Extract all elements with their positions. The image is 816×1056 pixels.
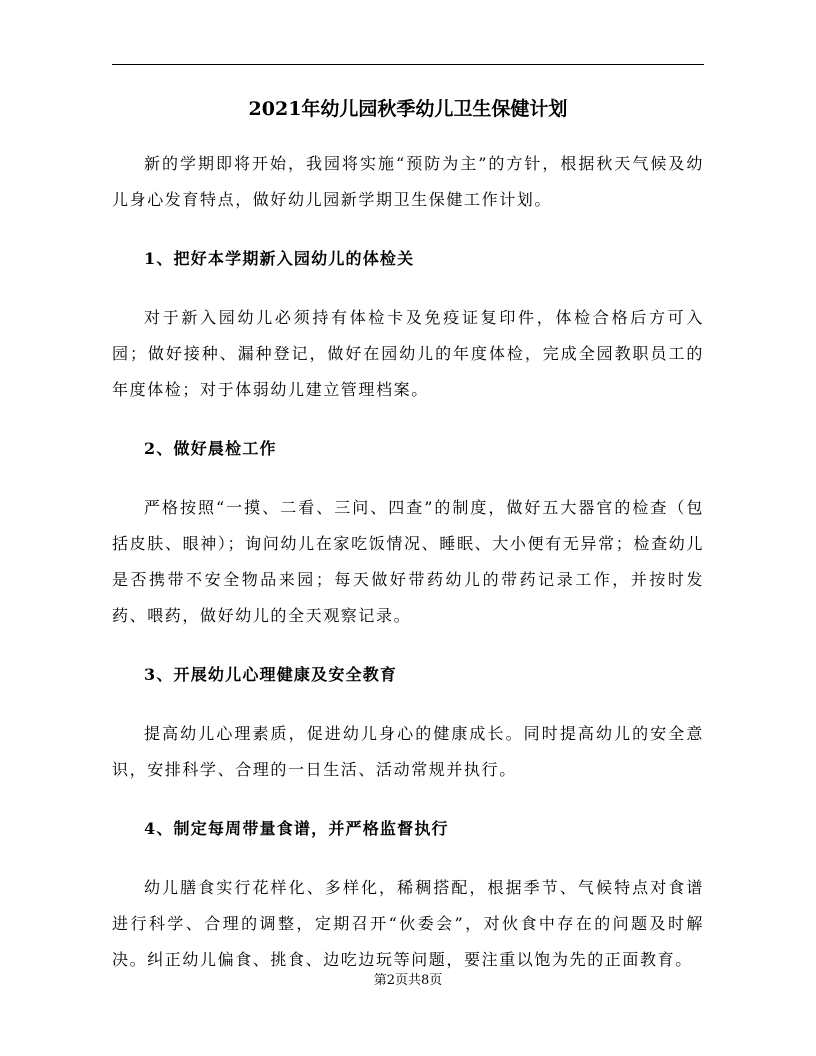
section-body-4: 幼儿膳食实行花样化、多样化，稀稠搭配，根据季节、气候特点对食谱进行科学、合理的调整，定期召开“伙委会”，对伙食中存在的问题及时解决。纠正幼儿偏食、挑食、边吃边玩等问题，要注重以饱为先的正面教育。 xyxy=(112,878,704,969)
section-heading-2: 2、做好晨检工作 xyxy=(144,439,277,458)
document-body xyxy=(112,146,704,1001)
document-title: 2021年幼儿园秋季幼儿卫生保健计划 xyxy=(248,98,568,120)
page-number: 第2页共8页 xyxy=(373,973,443,988)
header-rule xyxy=(112,64,704,65)
section-heading-4: 4、制定每周带量食谱，并严格监督执行 xyxy=(144,819,449,838)
section-heading-3: 3、开展幼儿心理健康及安全教育 xyxy=(144,665,398,684)
section-body-2: 严格按照“一摸、二看、三问、四查”的制度，做好五大器官的检查（包括皮肤、眼神）；询问幼儿在家吃饭情况、睡眠、大小便有无异常；检查幼儿是否携带不安全物品来园；每天做好带药幼儿的带药记录工作，并按时发药、喂药，做好幼儿的全天观察记录。 xyxy=(112,498,704,625)
section-heading-1: 1、把好本学期新入园幼儿的体检关 xyxy=(144,249,415,268)
section-body-3: 提高幼儿心理素质，促进幼儿身心的健康成长。同时提高幼儿的安全意识，安排科学、合理的一日生活、活动常规并执行。 xyxy=(112,724,704,779)
section-body-1: 对于新入园幼儿必须持有体检卡及免疫证复印件，体检合格后方可入园；做好接种、漏种登记，做好在园幼儿的年度体检，完成全园教职员工的年度体检；对于体弱幼儿建立管理档案。 xyxy=(112,308,704,399)
intro-paragraph: 新的学期即将开始，我园将实施“预防为主”的方针，根据秋天气候及幼儿身心发育特点，做好幼儿园新学期卫生保健工作计划。 xyxy=(112,154,704,209)
